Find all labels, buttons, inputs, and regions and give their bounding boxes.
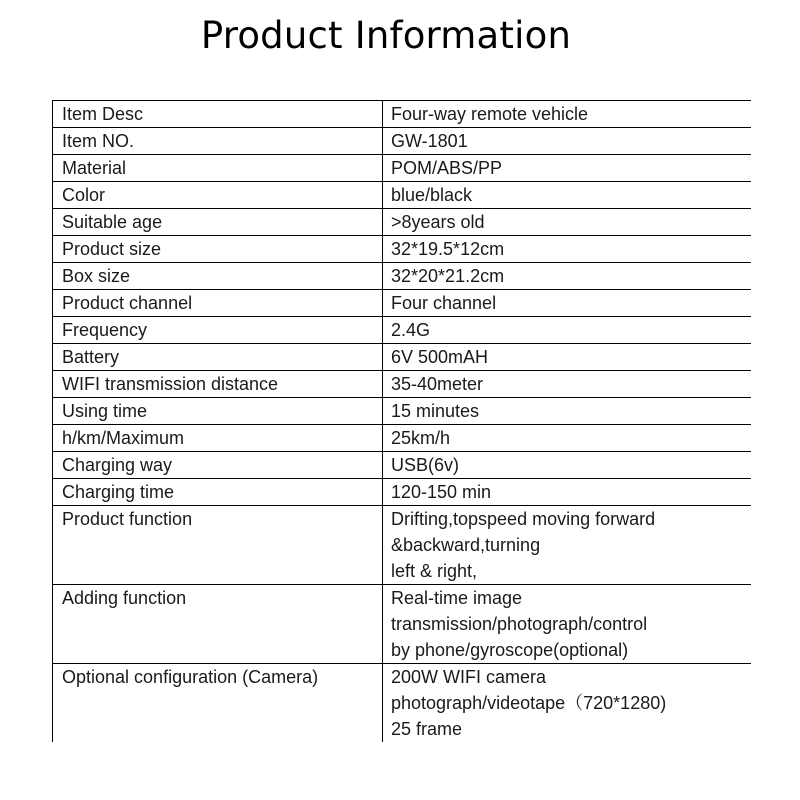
table-row [53, 585, 751, 664]
spec-value: 2.4G [383, 317, 751, 344]
spec-label: WIFI transmission distance [53, 371, 383, 398]
table-row [53, 236, 751, 263]
spec-value: Four channel [383, 290, 751, 317]
table-row [53, 479, 751, 506]
spec-label: Material [53, 155, 383, 182]
table-row [53, 263, 751, 290]
spec-value: Real-time image transmission/photograph/control by phone/gyroscope(optional) [383, 585, 751, 664]
spec-label: Battery [53, 344, 383, 371]
spec-value: 32*20*21.2cm [383, 263, 751, 290]
spec-label: Box size [53, 263, 383, 290]
table-row [53, 664, 751, 743]
spec-label: Product function [53, 506, 383, 585]
table-row [53, 155, 751, 182]
table-row [53, 317, 751, 344]
spec-label: h/km/Maximum [53, 425, 383, 452]
spec-value: POM/ABS/PP [383, 155, 751, 182]
spec-value: 120-150 min [383, 479, 751, 506]
spec-value: Drifting,topspeed moving forward &backward,turning left & right, [383, 506, 751, 585]
spec-value: 200W WIFI camera photograph/videotape（720*1280) 25 frame [383, 664, 751, 743]
spec-label: Charging way [53, 452, 383, 479]
spec-value: 15 minutes [383, 398, 751, 425]
spec-label: Optional configuration (Camera) [53, 664, 383, 743]
table-row [53, 344, 751, 371]
spec-value: 25km/h [383, 425, 751, 452]
spec-label: Product size [53, 236, 383, 263]
table-row [53, 425, 751, 452]
spec-label: Adding function [53, 585, 383, 664]
table-row [53, 101, 751, 128]
spec-value: >8years old [383, 209, 751, 236]
table-row [53, 452, 751, 479]
spec-label: Item NO. [53, 128, 383, 155]
table-row [53, 506, 751, 585]
spec-value: blue/black [383, 182, 751, 209]
table-row [53, 128, 751, 155]
spec-label: Product channel [53, 290, 383, 317]
spec-label: Item Desc [53, 101, 383, 128]
table-row [53, 290, 751, 317]
spec-value: 6V 500mAH [383, 344, 751, 371]
spec-label: Color [53, 182, 383, 209]
product-spec-table [52, 100, 751, 742]
spec-value: Four-way remote vehicle [383, 101, 751, 128]
spec-label: Charging time [53, 479, 383, 506]
spec-value: GW-1801 [383, 128, 751, 155]
table-row [53, 371, 751, 398]
spec-label: Frequency [53, 317, 383, 344]
spec-label: Using time [53, 398, 383, 425]
spec-value: 32*19.5*12cm [383, 236, 751, 263]
table-row [53, 182, 751, 209]
spec-value: USB(6v) [383, 452, 751, 479]
page-title: Product Information [200, 14, 572, 57]
spec-label: Suitable age [53, 209, 383, 236]
table-row [53, 398, 751, 425]
spec-value: 35-40meter [383, 371, 751, 398]
table-row [53, 209, 751, 236]
